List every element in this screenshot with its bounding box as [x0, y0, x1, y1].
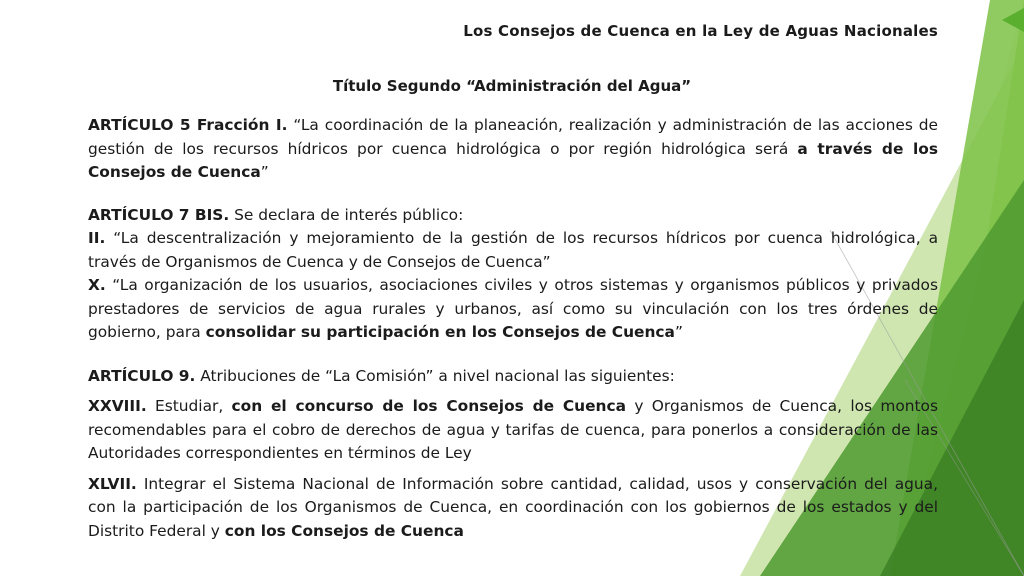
fraction-xlvii-emphasis: con los Consejos de Cuenca: [224, 521, 464, 540]
article-5-close: ”: [260, 163, 269, 181]
article-9-text: Atribuciones de “La Comisión” a nivel nacional las siguientes:: [195, 366, 675, 385]
article-7-fraction-x: [88, 274, 938, 345]
fraction-xlvii-text: Integrar el Sistema Nacional de Información sobre cantidad, calidad, usos y conservación del agua, con la participación de los Organismos de Cuenca, en coordinación con los gobiernos de los estados y del Distrito Federal y: [88, 474, 938, 540]
fraction-x-label: X.: [88, 276, 106, 294]
article-9-fraction-xxviii: [88, 395, 938, 466]
fraction-xxviii-post: y Organismos de Cuenca, los montos recomendables para el cobro de derechos de agua y tarifas de cuenca, para ponerlos a consideración de las Autoridades correspondientes en términos de Ley: [88, 397, 938, 462]
article-9-paragraph: [88, 365, 938, 389]
article-7-text: Se declara de interés público:: [229, 205, 464, 224]
article-5-text: “La coordinación de la planeación, realización y administración de las acciones de gestión de los recursos hídricos por cuenca hidrológica o por región hidrológica será: [88, 116, 938, 158]
fraction-ii-label: II.: [88, 229, 106, 247]
article-5-heading: ARTÍCULO 5 Fracción I.: [88, 116, 288, 134]
article-7-heading: ARTÍCULO 7 BIS.: [88, 205, 230, 224]
article-7-paragraph: [88, 204, 938, 228]
article-9-fraction-xlvii: [88, 473, 938, 544]
slide-subtitle: Título Segundo “Administración del Agua”: [332, 77, 692, 95]
fraction-xxviii-label: XXVIII.: [88, 397, 147, 415]
article-9-heading: ARTÍCULO 9.: [88, 366, 196, 385]
fraction-ii-text: “La descentralización y mejoramiento de la gestión de los recursos hídricos por cuenca hidrológica, a través de Organismos de Cuenca y de Consejos de Cuenca”: [88, 229, 938, 271]
fraction-xxviii-pre: Estudiar,: [146, 397, 232, 415]
article-5-emphasis: a través de los Consejos de Cuenca: [88, 139, 938, 181]
fraction-x-emphasis: consolidar su participación en los Consejos de Cuenca: [205, 323, 675, 341]
fraction-xlvii-label: XLVII.: [88, 474, 137, 493]
article-7-fraction-ii: [88, 227, 938, 274]
article-5-paragraph: [88, 114, 938, 185]
fraction-x-text: “La organización de los usuarios, asociaciones civiles y otros sistemas y organismos públicos y privados prestadores de servicios de agua rurales y urbanos, así como su vinculación con los tres órdenes de gobierno, para: [88, 276, 938, 341]
slide-title: Los Consejos de Cuenca en la Ley de Aguas Nacionales: [463, 22, 938, 40]
slide-body: [88, 114, 938, 543]
fraction-x-close: ”: [674, 323, 683, 341]
fraction-xxviii-emphasis: con el concurso de los Consejos de Cuenca: [231, 397, 627, 415]
